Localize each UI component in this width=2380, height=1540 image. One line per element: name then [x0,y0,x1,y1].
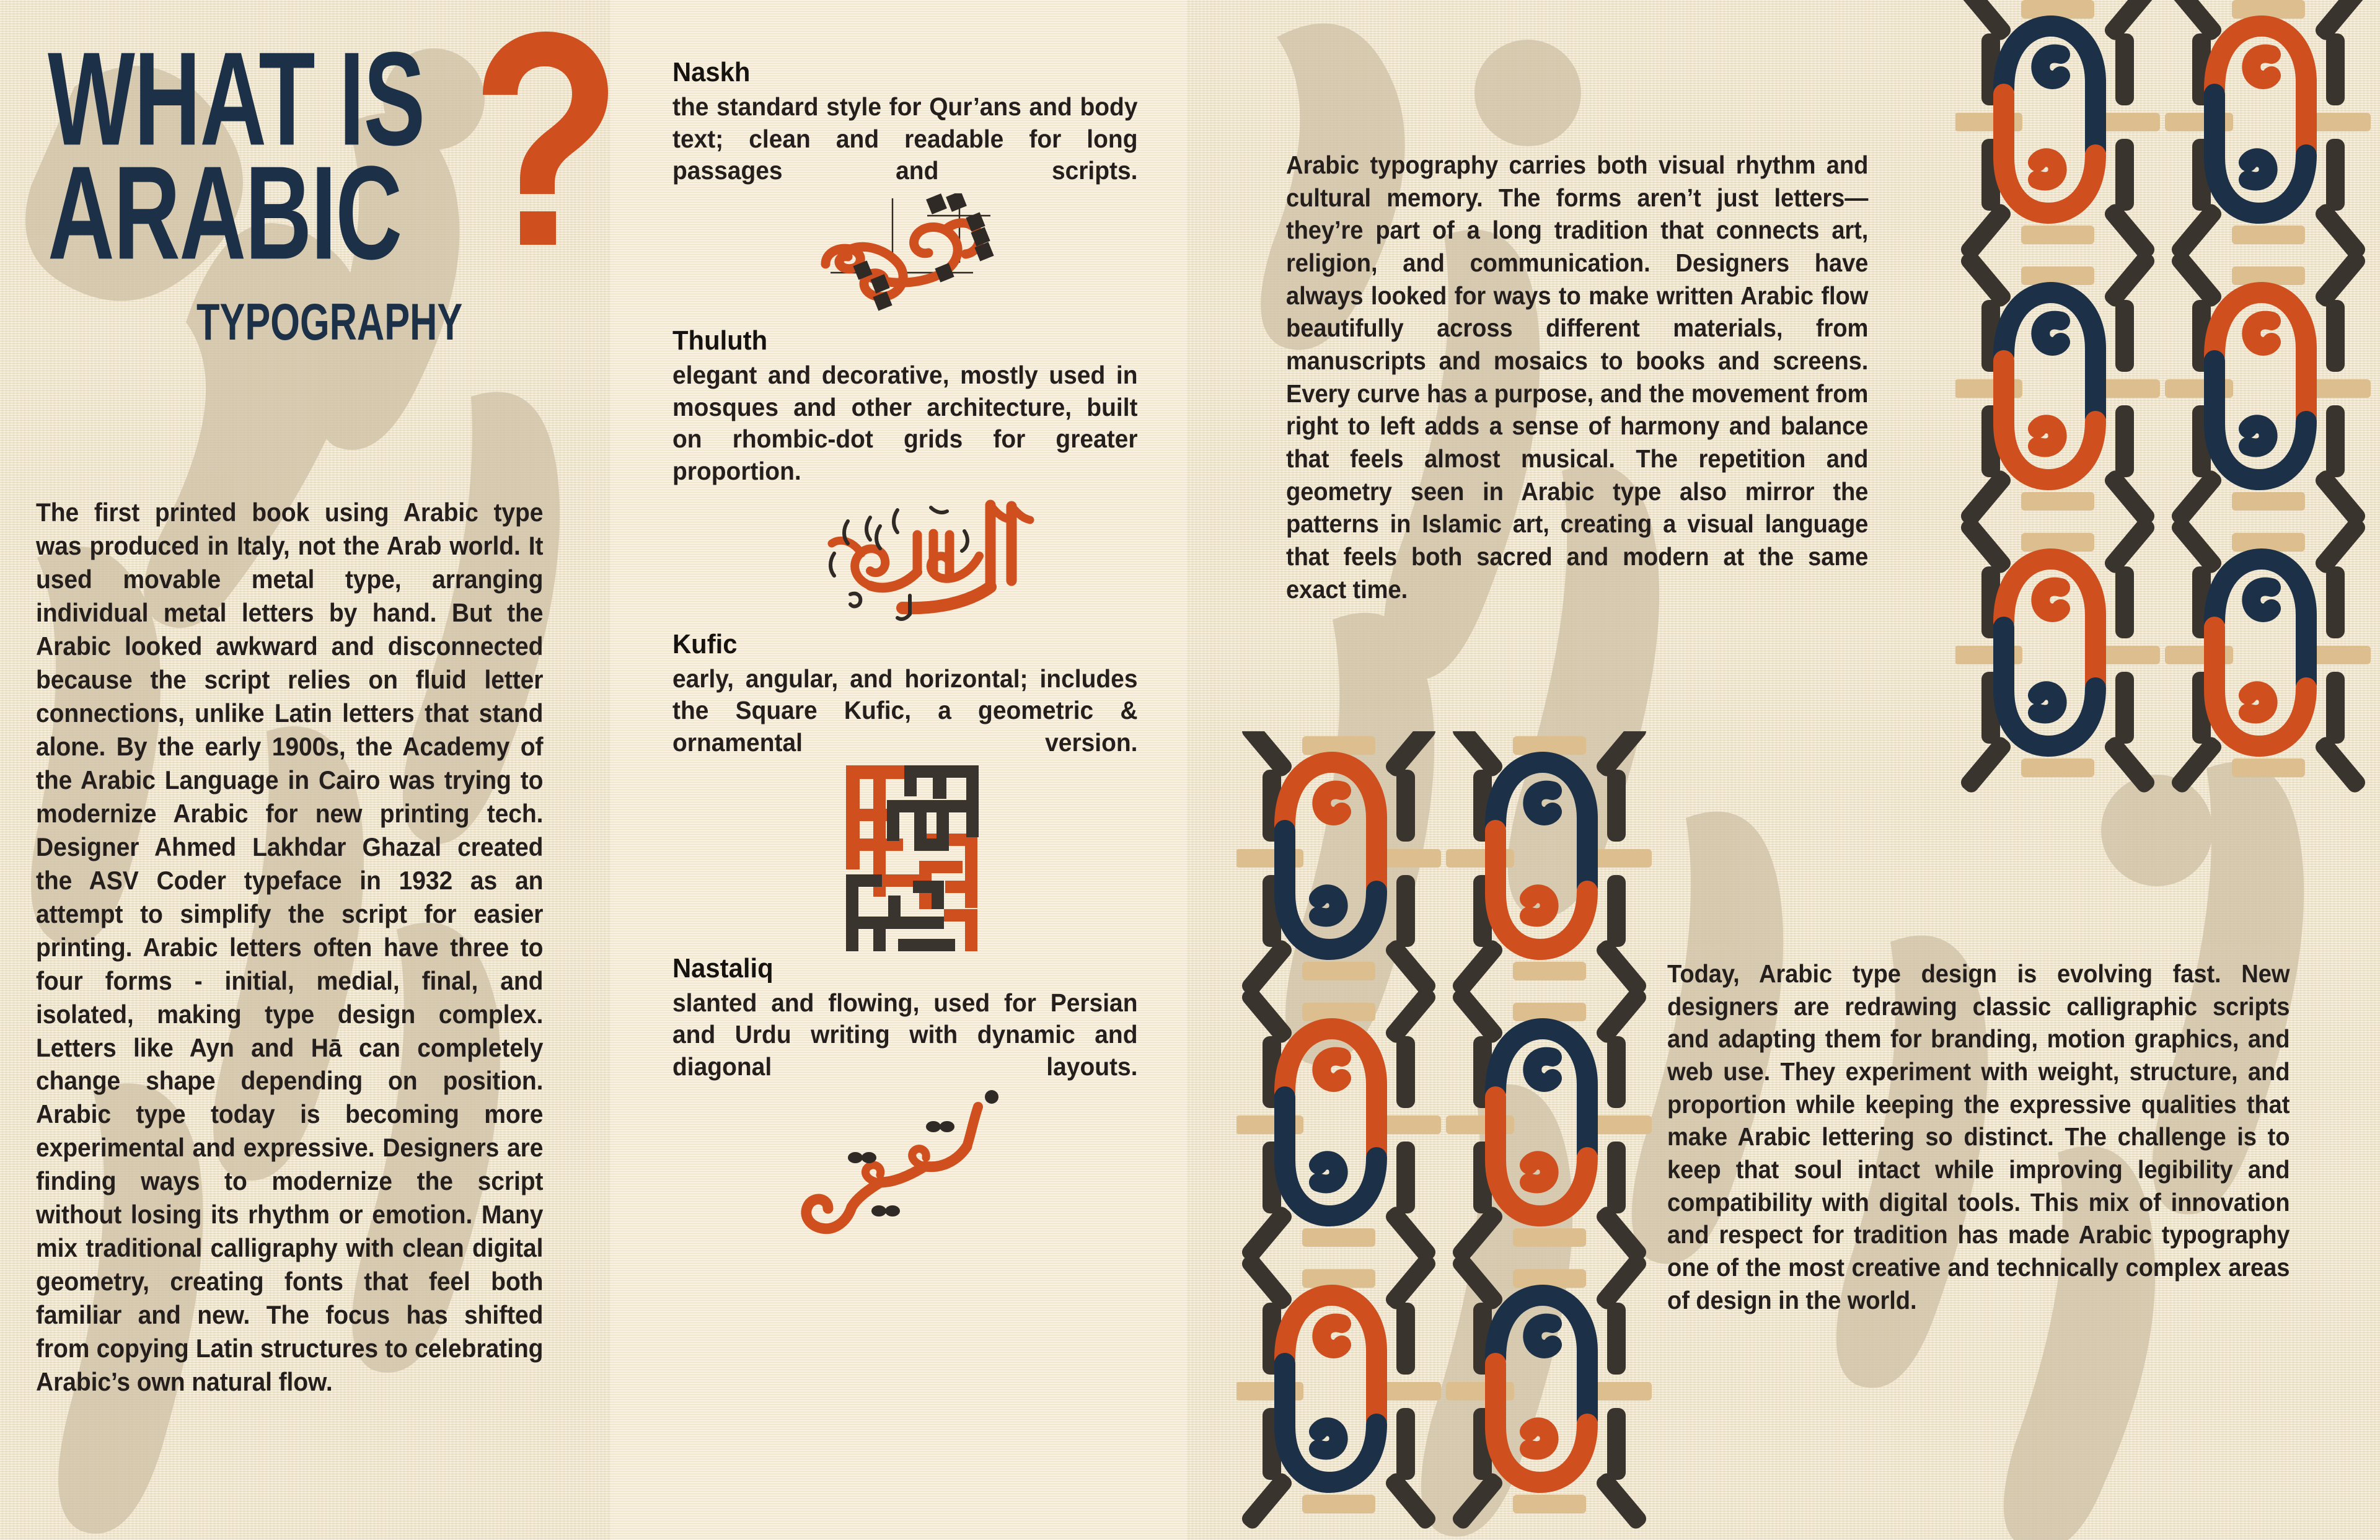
question-mark-icon [468,28,610,245]
script-styles-column [672,59,1162,1248]
script-name-thuluth: Thuluth [672,325,768,356]
essay-bottom-right-column [1667,957,2337,1316]
title-line-2: ARABIC [48,138,402,288]
script-name-naskh: Naskh [672,57,751,87]
essay-right-paragraph: Arabic typography carries both visual rhythm and cultural memory. The forms aren’t just letters—they’re part of a long tradition that connects art, religion, and communication. Designers have always looked for ways to make written Arabic flow beautifully across different materials, from manuscripts and mosaics to books and screens. Every curve has a purpose, and the movement from right to left adds a sense of harmony and balance that feels almost musical. The repetition and geometry seen in Arabic type also mirror the patterns in Islamic art, creating a visual language that feels both sacred and modern at the same exact time. [1286,151,1869,604]
title-line-1: WHAT IS [48,24,425,174]
essay-bottom-right-paragraph: Today, Arabic type design is evolving fast. New designers are redrawing classic calligraphic scripts and adapting them for branding, motion graphics, and web use. They experiment with weight, structure, and proportion while keeping the expressive qualities that make Arabic lettering so distinct. The challenge is to keep that soul intact while improving legibility and compatibility with digital tools. This mix of innovation and respect for tradition has made Arabic typography one of the most creative and technically complex areas of design in the world. [1667,959,2290,1314]
essay-right-column [1286,149,1912,605]
arabic-hook-motif-panel-top-right [1955,0,2380,832]
script-description-kufic: early, angular, and horizontal; includes the Square Kufic, a geometric & ornamental version. [672,664,1138,757]
naskh-specimen-icon [793,193,1041,323]
intro-paragraph: The first printed book using Arabic type was produced in Italy, not the Arab world. It used movable metal type, arranging individual metal letters by hand. But the Arabic looked awkward and disconnected because the script relies on fluid letter connections, unlike Latin letters that stand alone. By the early 1900s, the Academy of the Arabic Language in Cairo was trying to modernize Arabic for new printing tech. Designer Ahmed Lakhdar Ghazal created the ASV Coder typeface in 1932 as an attempt to simplify the script for easier printing. Arabic letters often have three to four forms - initial, medial, final, and isolated, making type design complex. Letters like Ayn and Hā can completely change shape depending on position. Arabic type today is becoming more experimental and expressive. Designers are finding ways to modernize the script without losing its rhythm or emotion. Many mix traditional calligraphy with clean digital geometry, creating fonts that feel both familiar and new. The focus has shifted from copying Latin structures to celebrating Arabic’s own natural flow. [36,498,544,1397]
script-description-thuluth: elegant and decorative, mostly used in mosques and other architecture, built on rhombic-dot grids for greater proportion. [672,360,1138,485]
page-title [34,24,592,431]
script-name-kufic: Kufic [672,628,738,659]
nastaliq-specimen-icon [787,1089,1047,1244]
script-section-kufic [672,628,1162,951]
intro-paragraph-column [36,496,581,1399]
script-section-nastaliq [672,955,1162,1244]
script-section-naskh [672,59,1162,323]
title-subtitle: TYPOGRAPHY [196,294,463,351]
script-name-nastaliq: Nastaliq [672,953,774,983]
script-section-thuluth [672,327,1162,627]
arabic-hook-motif-panel-bottom-middle [1236,731,1664,1540]
script-description-naskh: the standard style for Qur’ans and body text; clean and readable for long passages and scripts. [672,92,1138,185]
square-kufic-specimen-icon [846,765,989,951]
script-description-nastaliq: slanted and flowing, used for Persian and Urdu writing with dynamic and diagonal layouts. [672,988,1138,1081]
thuluth-specimen-icon [793,494,1041,627]
